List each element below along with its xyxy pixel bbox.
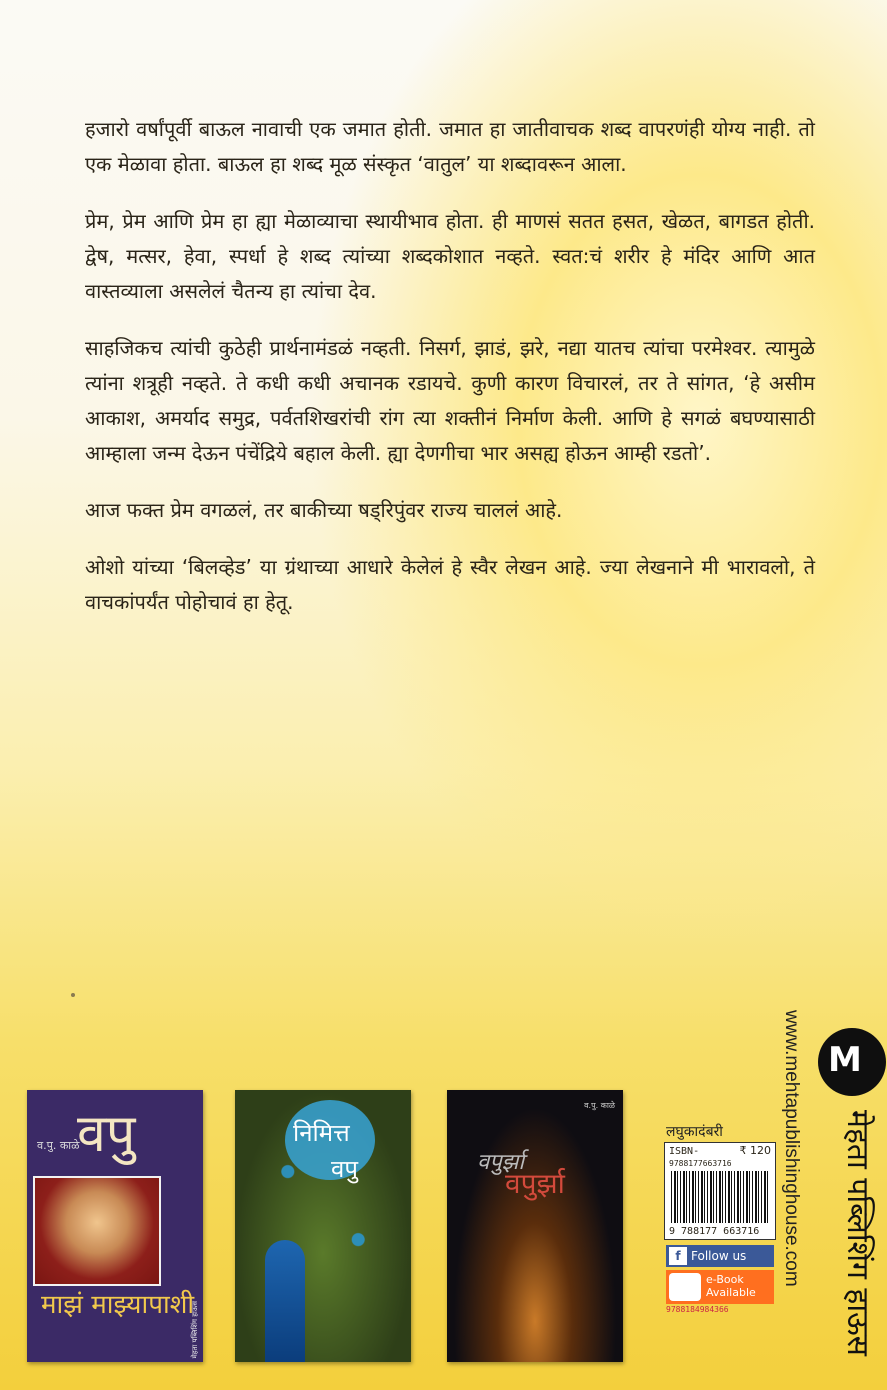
isbn-number: 9788177663716 xyxy=(669,1159,732,1168)
blurb-paragraph-5: ओशो यांच्या ‘बिलव्हेड’ या ग्रंथाच्या आधारे केलेलं हे स्वैर लेखन आहे. ज्या लेखनाने मी भारावलो, ते वाचकांपर्यंत पोहोचावं हा हेतू. xyxy=(85,555,815,614)
price-label: ₹ 120 xyxy=(739,1144,771,1157)
cover-author-small: व.पु. काळे xyxy=(37,1139,80,1152)
cover-author-title: वपु xyxy=(331,1155,358,1183)
barcode-bars xyxy=(671,1171,769,1223)
author-photo xyxy=(33,1176,161,1286)
barcode-digits: 9 788177 663716 xyxy=(669,1226,760,1237)
cover-book-title: निमित्त xyxy=(293,1119,350,1147)
blurb-paragraph-3: साहजिकच त्यांची कुठेही प्रार्थनामंडळं नव्हती. निसर्ग, झाडं, झरे, नद्या यातच त्यांचा परमेश्वर. त्यामुळे त्यांना शत्रूही नव्हते. ते कधी कधी अचानक रडायचे. कुणी कारण विचारलं, तर ते सांगत, ‘हे असीम आकाश, अमर्याद समुद्र, पर्वतशिखरांची रांग त्या शक्तीनं निर्माण केली. आणि हे सगळं बघण्यासाठी आम्हाला जन्म देऊन पंचेंद्रिये बहाल केली. ह्या देणगीचा भार असह्य होऊन आम्ही रडतो’. xyxy=(85,336,815,465)
book-cover-nimitta xyxy=(235,1090,411,1362)
isbn-barcode xyxy=(664,1142,776,1240)
book-cover-vapurza xyxy=(447,1090,623,1362)
genre-label: लघुकादंबरी xyxy=(666,1124,723,1140)
follow-label: Follow us xyxy=(691,1249,747,1263)
cover-publisher: मेहता पब्लिशिंग हाऊस xyxy=(191,1300,199,1358)
isbn-label: ISBN- xyxy=(669,1146,700,1157)
publisher-name: मेहता पब्लिशिंग हाऊस xyxy=(840,1110,875,1356)
publisher-website[interactable]: www.mehtapublishinghouse.com xyxy=(781,1010,802,1287)
ebook-logo-icon xyxy=(669,1273,701,1301)
cover-book-title: माझं माझ्यापाशी xyxy=(41,1290,195,1320)
facebook-follow-badge[interactable] xyxy=(666,1245,774,1267)
facebook-icon: f xyxy=(669,1247,687,1265)
ebook-badge[interactable] xyxy=(666,1270,774,1304)
book-cover-majha-majhyapashi xyxy=(27,1090,203,1362)
ebook-isbn: 9788184984366 xyxy=(666,1305,729,1314)
cover-author-title: वपु xyxy=(77,1104,136,1164)
cover-script-title: वपुर्झा xyxy=(477,1150,525,1175)
blurb-paragraph-2: प्रेम, प्रेम आणि प्रेम हा ह्या मेळाव्याचा स्थायीभाव होता. ही माणसं सतत हसत, खेळत, बागडत होती. द्वेष, मत्सर, हेवा, स्पर्धा हे शब्द त्यांच्या शब्दकोशात नव्हते. स्वत:चं शरीर हे मंदिर आणि आत वास्तव्याला असलेलं चैतन्य हा त्यांचा देव. xyxy=(85,209,815,303)
publisher-logo: M xyxy=(818,1028,886,1096)
cover-author-small: व.पु. काळे xyxy=(584,1101,615,1110)
back-cover-blurb xyxy=(85,112,815,642)
blurb-paragraph-1: हजारो वर्षांपूर्वी बाऊल नावाची एक जमात होती. जमात हा जातीवाचक शब्द वापरणंही योग्य नाही. तो एक मेळावा होता. बाऊल हा शब्द मूळ संस्कृत ‘वातुल’ या शब्दावरून आला. xyxy=(85,117,815,176)
decorative-dot xyxy=(71,993,75,997)
cover-book-title: वपुर्झा xyxy=(505,1167,565,1200)
peacock-neck-shape xyxy=(265,1240,305,1362)
ebook-label: e-Book Available xyxy=(706,1273,756,1299)
blurb-paragraph-4: आज फक्त प्रेम वगळलं, तर बाकीच्या षड्‌रिपुंवर राज्य चाललं आहे. xyxy=(85,498,563,522)
